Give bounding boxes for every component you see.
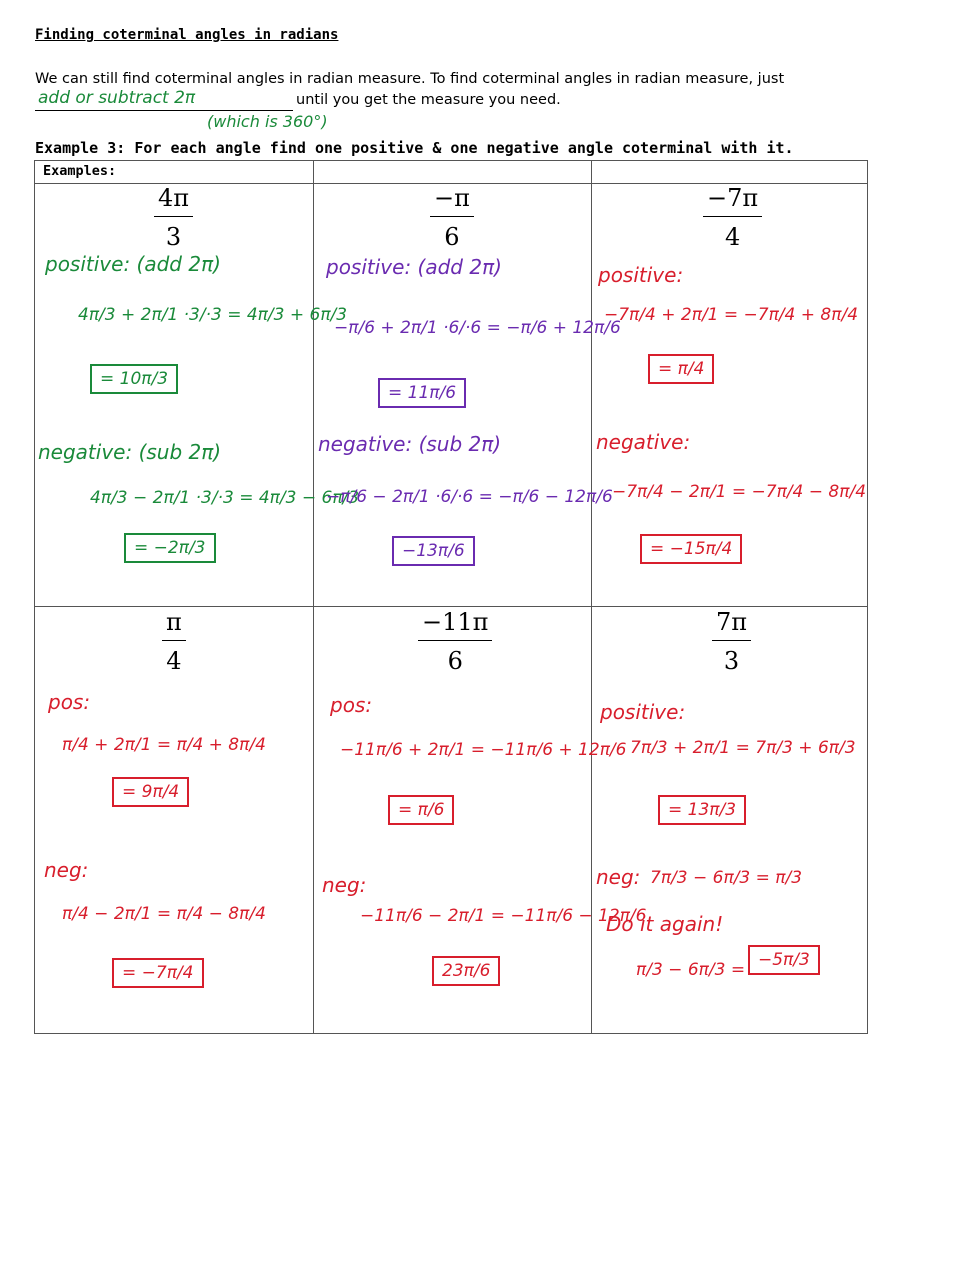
positive-answer: = 9π/4 <box>112 777 189 807</box>
negative-answer: 23π/6 <box>432 956 500 986</box>
positive-answer: = π/4 <box>648 354 714 384</box>
page-title: Finding coterminal angles in radians <box>35 27 339 43</box>
negative-work-2: π/3 − 6π/3 = <box>636 960 746 980</box>
angle-fraction: 7π 3 <box>712 610 751 673</box>
negative-label: neg: <box>322 873 367 897</box>
positive-answer: = 10π/3 <box>90 364 178 394</box>
positive-label: pos: <box>48 690 91 714</box>
negative-work: 4π/3 − 2π/1 ·3/·3 = 4π/3 − 6π/3 <box>90 488 360 508</box>
negative-work: π/4 − 2π/1 = π/4 − 8π/4 <box>62 904 266 924</box>
blank-note: (which is 360°) <box>207 112 328 131</box>
angle-fraction: 4π 3 <box>154 186 193 249</box>
positive-label: positive: (add 2π) <box>326 255 502 279</box>
positive-work: −π/6 + 2π/1 ·6/·6 = −π/6 + 12π/6 <box>334 318 621 338</box>
positive-answer: = 11π/6 <box>378 378 466 408</box>
negative-work: −7π/4 − 2π/1 = −7π/4 − 8π/4 <box>612 482 867 502</box>
positive-work: 7π/3 + 2π/1 = 7π/3 + 6π/3 <box>630 738 856 758</box>
negative-work: −11π/6 − 2π/1 = −11π/6 − 12π/6 <box>360 906 647 926</box>
intro-line-2: until you get the measure you need. <box>296 92 561 108</box>
examples-label: Examples: <box>43 163 117 179</box>
negative-label: neg: <box>596 865 641 889</box>
negative-label: negative: (sub 2π) <box>38 440 222 464</box>
negative-work: 7π/3 − 6π/3 = π/3 <box>650 868 803 888</box>
angle-fraction: −7π 4 <box>703 186 762 249</box>
negative-label: neg: <box>44 858 89 882</box>
negative-answer: −5π/3 <box>748 945 820 975</box>
angle-fraction: π 4 <box>162 610 186 673</box>
negative-answer: = −2π/3 <box>124 533 216 563</box>
positive-answer: = 13π/3 <box>658 795 746 825</box>
negative-label: negative: (sub 2π) <box>318 432 502 456</box>
positive-work: −7π/4 + 2π/1 = −7π/4 + 8π/4 <box>604 305 859 325</box>
blank-answer: add or subtract 2π <box>38 88 196 108</box>
negative-answer: −13π/6 <box>392 536 475 566</box>
positive-label: positive: <box>598 263 684 287</box>
positive-work: −11π/6 + 2π/1 = −11π/6 + 12π/6 <box>340 740 627 760</box>
positive-label: pos: <box>330 693 373 717</box>
table-divider <box>35 606 867 607</box>
angle-fraction: −11π 6 <box>418 610 492 673</box>
angle-fraction: −π 6 <box>430 186 474 249</box>
table-divider <box>591 161 592 1033</box>
negative-label: negative: <box>596 430 691 454</box>
intro-line-1: We can still find coterminal angles in radian measure. To find coterminal angles in radian measure, just <box>35 71 785 87</box>
positive-answer: = π/6 <box>388 795 454 825</box>
table-divider <box>313 161 314 1033</box>
positive-work: 4π/3 + 2π/1 ·3/·3 = 4π/3 + 6π/3 <box>78 305 348 325</box>
do-it-again-note: Do it again! <box>606 912 724 936</box>
negative-answer: = −7π/4 <box>112 958 204 988</box>
negative-work: −π/6 − 2π/1 ·6/·6 = −π/6 − 12π/6 <box>326 487 613 507</box>
example-heading: Example 3: For each angle find one positive & one negative angle coterminal with it. <box>35 139 794 157</box>
positive-work: π/4 + 2π/1 = π/4 + 8π/4 <box>62 735 266 755</box>
examples-table <box>34 160 868 1034</box>
positive-label: positive: (add 2π) <box>45 252 221 276</box>
positive-label: positive: <box>600 700 686 724</box>
negative-answer: = −15π/4 <box>640 534 742 564</box>
